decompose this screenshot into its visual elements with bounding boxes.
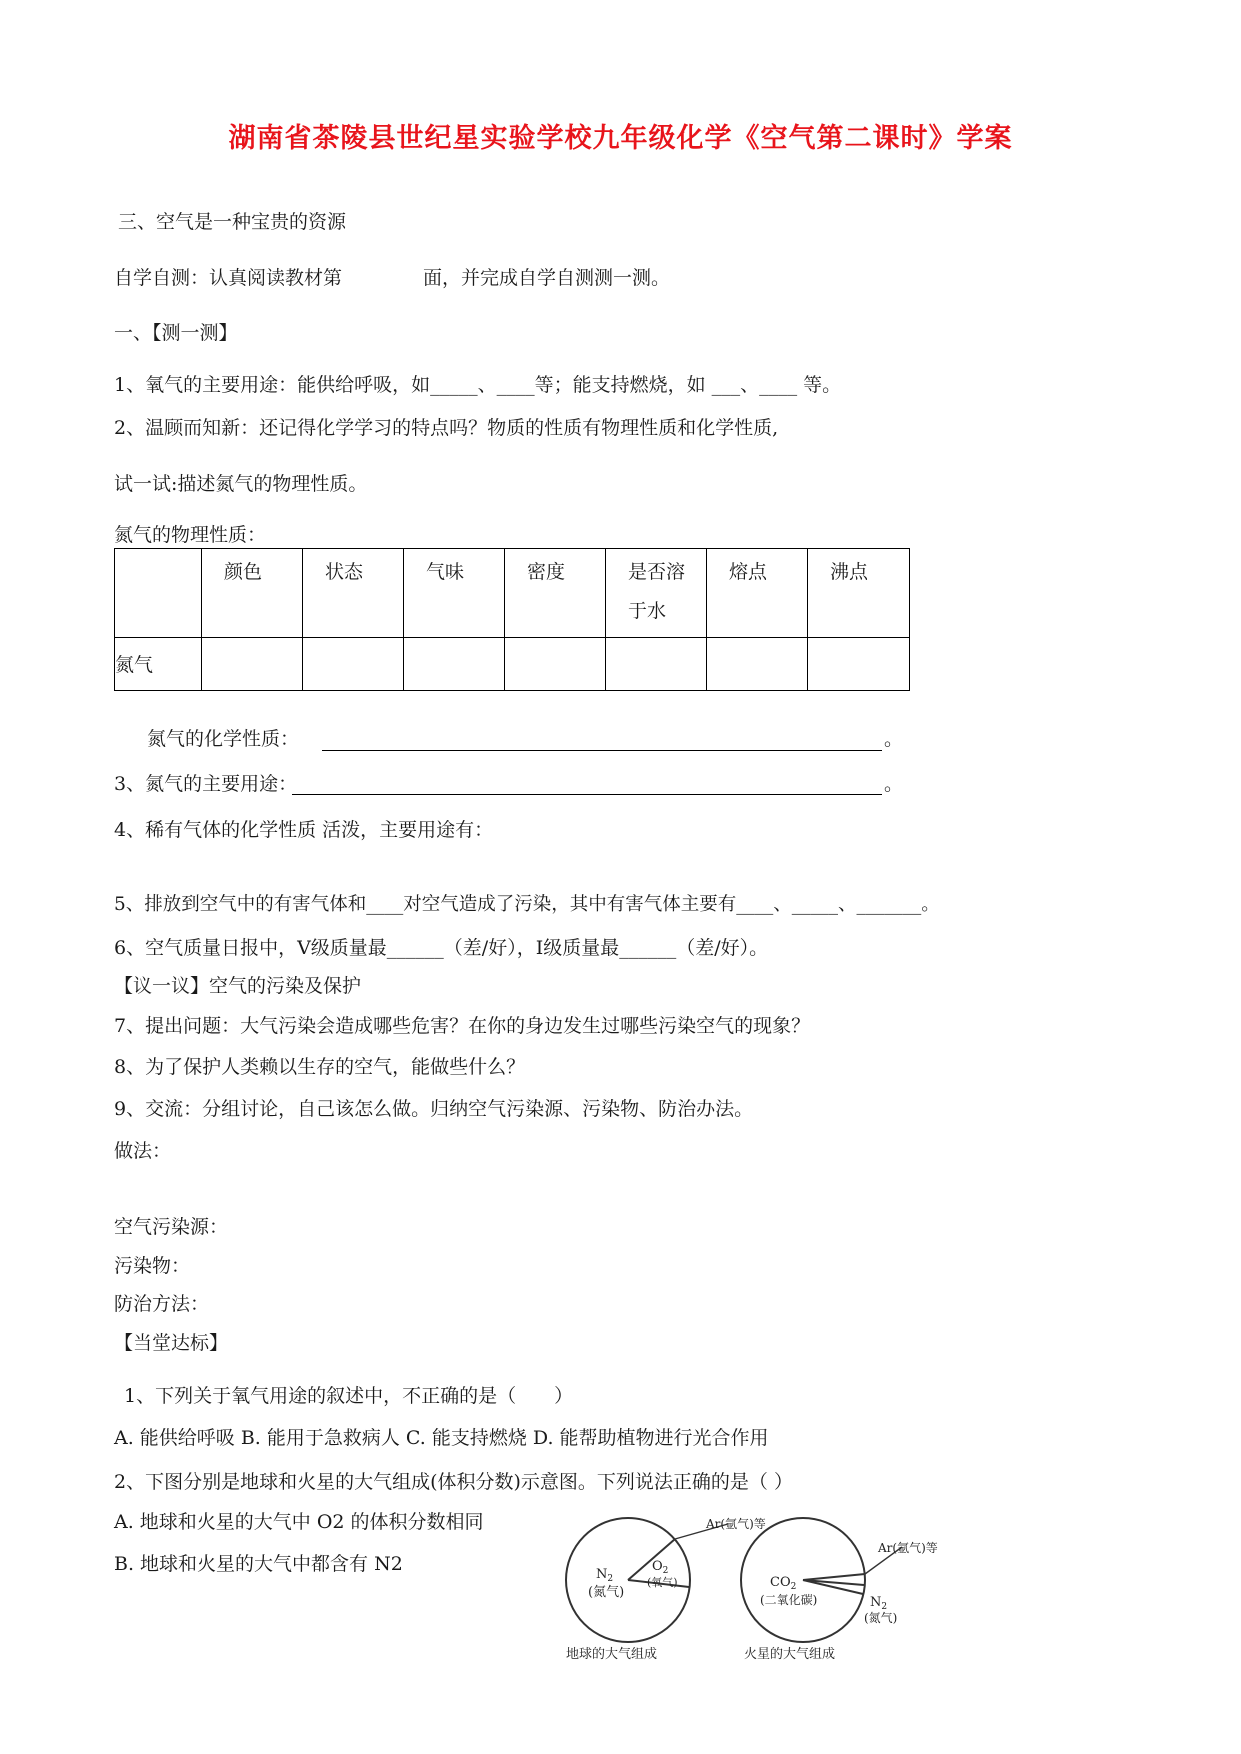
question-9: 9、交流：分组讨论，自己该怎么做。归纳空气污染源、污染物、防治办法。: [114, 1098, 754, 1120]
standard-heading: 【当堂达标】: [114, 1332, 229, 1354]
header-odor: 气味: [404, 549, 505, 638]
chemical-property-period: 。: [884, 728, 904, 750]
header-color: 颜色: [202, 549, 303, 638]
chemical-property-blank[interactable]: [322, 750, 882, 751]
self-study-part2: 面，并完成自学自测测一测。: [423, 267, 671, 289]
table-corner-cell: [115, 549, 202, 638]
earth-o2-sub: 2: [662, 1566, 669, 1576]
mars-co2-sub: 2: [790, 1582, 797, 1592]
mars-co2-name: (二氧化碳): [760, 1593, 818, 1607]
question-3-blank[interactable]: [292, 794, 882, 795]
mc1-question: 1、下列关于氧气用途的叙述中，不正确的是（ ）: [124, 1385, 574, 1407]
test-heading: 一、【测一测】: [114, 322, 238, 344]
question-1: 1、氧气的主要用途：能供给呼吸，如_____、____等；能支持燃烧，如 ___、____ 等。: [114, 374, 842, 396]
nitrogen-property-table: [114, 548, 910, 691]
earth-n2-sub: 2: [607, 1574, 614, 1584]
cell-solubility[interactable]: [606, 638, 707, 691]
svg-text:N2: [596, 1567, 613, 1584]
row-label-nitrogen: 氮气: [115, 638, 202, 691]
mars-caption: 火星的大气组成: [744, 1647, 836, 1660]
earth-o2-symbol: O: [652, 1559, 663, 1574]
table-caption: 氮气的物理性质：: [114, 524, 267, 546]
section-heading: 三、空气是一种宝贵的资源: [118, 211, 347, 233]
mars-n2-symbol: N: [870, 1595, 882, 1610]
svg-text:O2: [652, 1559, 668, 1576]
earth-ar-label: Ar(氩气)等: [706, 1517, 766, 1531]
self-study-part1: 自学自测：认真阅读教材第: [114, 267, 343, 289]
question-2-line2: 试一试:描述氮气的物理性质。: [114, 473, 368, 495]
mc2-option-b: B. 地球和火星的大气中都含有 N2: [114, 1553, 403, 1575]
mars-n2-name: (氮气): [864, 1611, 898, 1625]
discuss-heading: 【议一议】空气的污染及保护: [114, 975, 362, 997]
question-7: 7、提出问题：大气污染会造成哪些危害？在你的身边发生过哪些污染空气的现象？: [114, 1015, 811, 1037]
mc2-question: 2、下图分别是地球和火星的大气组成(体积分数)示意图。下列说法正确的是（ ）: [114, 1471, 793, 1493]
atmosphere-composition-figure: [552, 1510, 952, 1660]
question-3-label: 3、氮气的主要用途：: [114, 773, 298, 795]
header-boiling-point: 沸点: [808, 549, 910, 638]
method-label: 做法：: [114, 1140, 172, 1162]
cell-density[interactable]: [505, 638, 606, 691]
question-6: 6、空气质量日报中，V级质量最______（差/好），I级质量最______（差/好）。: [114, 937, 769, 959]
header-state: 状态: [303, 549, 404, 638]
question-5: 5、排放到空气中的有害气体和____对空气造成了污染，其中有害气体主要有____、_____、_______。: [114, 894, 940, 915]
cell-melting-point[interactable]: [707, 638, 808, 691]
prevention-label: 防治方法：: [114, 1293, 210, 1315]
mc1-options: A. 能供给呼吸 B. 能用于急救病人 C. 能支持燃烧 D. 能帮助植物进行光合作用: [114, 1427, 769, 1449]
question-3-period: 。: [884, 773, 904, 795]
mars-ar-label: Ar(氩气)等: [878, 1541, 938, 1555]
earth-n2-name: (氮气): [588, 1585, 625, 1600]
header-density: 密度: [505, 549, 606, 638]
earth-n2-symbol: N: [596, 1567, 608, 1582]
question-4: 4、稀有气体的化学性质 活泼，主要用途有：: [114, 819, 494, 841]
pollutant-label: 污染物：: [114, 1255, 191, 1277]
table-row-nitrogen: [115, 638, 910, 691]
table-header-row: [115, 549, 910, 638]
svg-text:CO2: [770, 1575, 796, 1592]
cell-odor[interactable]: [404, 638, 505, 691]
header-melting-point: 熔点: [707, 549, 808, 638]
header-solubility-line2: 于水: [628, 600, 667, 622]
question-8: 8、为了保护人类赖以生存的空气，能做些什么？: [114, 1056, 526, 1078]
header-solubility: [606, 549, 707, 638]
cell-color[interactable]: [202, 638, 303, 691]
cell-state[interactable]: [303, 638, 404, 691]
earth-o2-name: (氧气): [647, 1576, 678, 1589]
chemical-property-label: 氮气的化学性质：: [147, 728, 300, 750]
cell-boiling-point[interactable]: [808, 638, 910, 691]
mc2-option-a: A. 地球和火星的大气中 O2 的体积分数相同: [114, 1511, 484, 1533]
document-title: 湖南省茶陵县世纪星实验学校九年级化学《空气第二课时》学案: [228, 123, 1013, 154]
mars-co2-symbol: CO: [770, 1575, 791, 1590]
pollution-source-label: 空气污染源：: [114, 1216, 229, 1238]
earth-caption: 地球的大气组成: [566, 1647, 658, 1660]
svg-text:N2: [870, 1595, 887, 1612]
question-2-line1: 2、温顾而知新：还记得化学学习的特点吗？物质的性质有物理性质和化学性质,: [114, 417, 779, 439]
header-solubility-line1: 是否溶: [628, 561, 686, 583]
mars-n2-sub: 2: [881, 1602, 888, 1612]
